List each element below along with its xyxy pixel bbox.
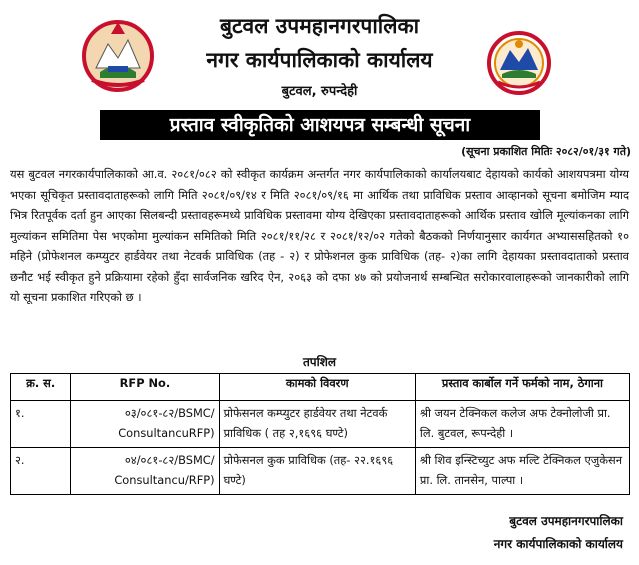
table-row — [11, 401, 630, 448]
work-cell: प्रोफेसनल कम्प्युटर हार्डवेयर तथा नेटवर्क प्राविधिक ( तह २,१६९६ घण्टे) — [219, 401, 415, 448]
table-title: तपशिल — [302, 355, 337, 369]
rfp-cell — [71, 401, 219, 448]
header-serial: क्र. स. — [11, 374, 71, 401]
signature-organization: बुटवल उपमहानगरपालिका — [509, 514, 623, 528]
office-location: बुटवल, रुपन्देही — [281, 84, 358, 99]
firm-cell: श्री जयन टेक्निकल कलेज अफ टेक्नोलोजी प्रा. लि. बुटवल, रूपन्देही । — [415, 401, 629, 448]
signature-office: नगर कार्यपालिकाको कार्यालय — [493, 537, 623, 551]
rfp-number-line: ०४/०८१-८२/BSMC/ — [124, 453, 215, 467]
serial-cell: २. — [11, 448, 71, 495]
header-firm-name: प्रस्ताव कार्बोल गर्ने फर्मको नाम, ठेगाना — [415, 374, 629, 401]
table-header-row — [11, 374, 630, 401]
publication-date: (सूचना प्रकाशित मितिः २०८२/०१/३१ गते) — [461, 145, 631, 158]
letterhead — [0, 0, 639, 108]
work-cell: प्रोफेसनल कुक प्राविधिक (तह- २२.१६९६ घण्टे) — [219, 448, 415, 495]
butwal-municipality-logo-icon — [486, 30, 552, 96]
rfp-cell — [71, 448, 219, 495]
office-name: नगर कार्यपालिकाको कार्यालय — [206, 48, 433, 72]
rfp-number-line: ConsultancuRFP) — [118, 426, 215, 440]
header-work-description: कामको विवरण — [219, 374, 415, 401]
firm-cell: श्री शिव इन्स्टिच्युट अफ मल्टि टेक्निकल एजुकेसन प्रा. लि. तानसेन, पाल्पा । — [415, 448, 629, 495]
rfp-number-line: ०३/०८१-८२/BSMC/ — [124, 406, 215, 420]
notice-body: यस बुटवल नगरकार्यपालिकाको आ.व. २०८१/०८२ को स्वीकृत कार्यक्रम अन्तर्गत नगर कार्यपालिकाको कार्यालयबाट देहायको कार्यको आशयपत्रमा योग्य भएका सूचिकृत प्रस्तावदाताहरूको लागि मिति २०८१/०९/१४ र मिति २०८१/०९/१६ मा आर्थिक तथा प्राविधिक प्रस्ताव आव्हानको सूचना बमोजिम म्याद भित्र रितपूर्वक दर्ता हुन आएका सिलबन्दी प्रस्तावहरूमध्ये प्राविधिक प्रस्तावमा योग्य देखिएका प्रस्तावदाताहरूको आर्थिक प्रस्ताव खोलि मूल्यांकनका लागि मुल्यांकन समितिमा पेस भएकोमा मुल्यांकन समितिको मिति २०८१/११/२८ र २०८१/१२/०२ गतेको बैठकको निर्णयानुसार कार्यगत अभ्याससहितको १० महिने (प्रोफेशनल कम्प्युटर हार्डवेयर तथा नेटवर्क प्राविधिक (तह - २) र प्रोफेशनल कुक प्राविधिक (तह- २)का लागि देहायका प्रस्तावदाताको प्रस्ताव छनौट भई स्वीकृत हुने प्रक्रियामा रहेको हुँदा सार्वजनिक खरिद ऐन, २०६३ को दफा ४७ को प्रयोजनार्थ सम्बन्धित सरोकारवालाहरूको जानकारीको लागि यो सूचना प्रकाशित गरिएको छ । — [10, 167, 629, 304]
organization-name: बुटवल उपमहानगरपालिका — [219, 14, 420, 38]
header-rfp-no: RFP No. — [71, 374, 219, 401]
rfp-number-line: Consultancu/RFP) — [114, 473, 215, 487]
notice-title: प्रस्ताव स्वीकृतिको आशयपत्र सम्बन्धी सूचना — [100, 110, 540, 140]
serial-cell: १. — [11, 401, 71, 448]
details-table — [10, 373, 630, 495]
table-row — [11, 448, 630, 495]
